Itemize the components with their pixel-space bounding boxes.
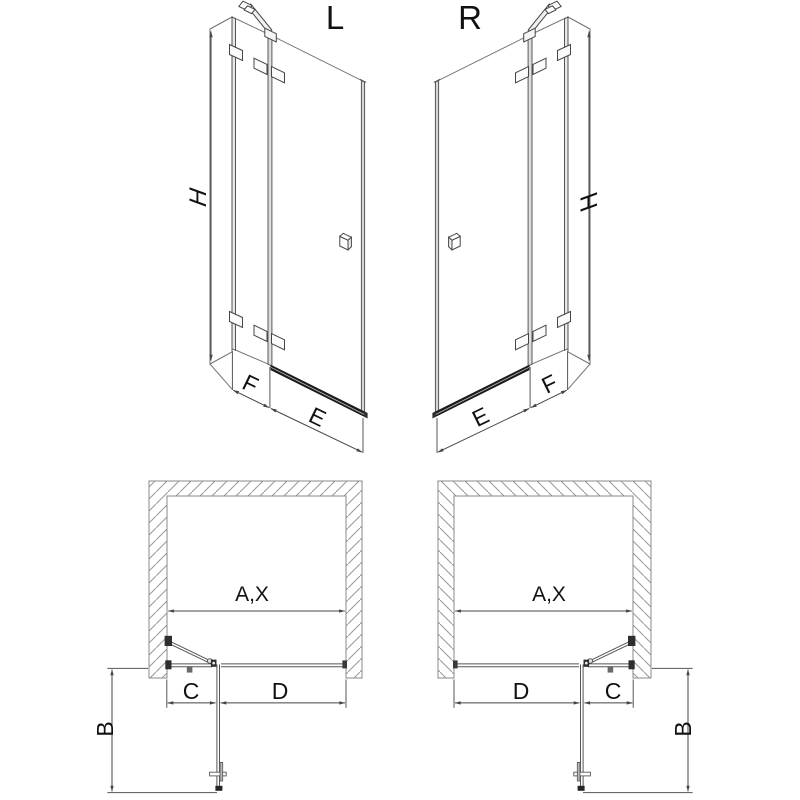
swing-depth-label-left: B bbox=[92, 721, 118, 737]
height-label-right: H bbox=[576, 188, 603, 216]
height-label-left: H bbox=[185, 183, 212, 211]
left-plan-drawing bbox=[107, 481, 362, 793]
door-width-label-left: E bbox=[304, 401, 331, 432]
door-segment-label-right: D bbox=[512, 678, 530, 704]
swing-depth-label-right: B bbox=[670, 721, 696, 737]
fixed-segment-label-left: C bbox=[182, 678, 200, 704]
right-plan-drawing bbox=[438, 481, 693, 793]
door-width-label-right: E bbox=[467, 401, 494, 432]
opening-width-label-right: A,X bbox=[532, 583, 566, 606]
left-elevation-drawing bbox=[210, 1, 368, 453]
opening-width-label-left: A,X bbox=[235, 583, 269, 606]
fixed-width-label-left: F bbox=[238, 369, 263, 399]
fixed-width-label-right: F bbox=[537, 369, 562, 399]
door-segment-label-left: D bbox=[271, 678, 289, 704]
fixed-segment-label-right: C bbox=[604, 678, 622, 704]
right-elevation-drawing bbox=[432, 1, 590, 453]
variant-label-left: L bbox=[325, 0, 345, 36]
variant-label-right: R bbox=[458, 0, 482, 36]
